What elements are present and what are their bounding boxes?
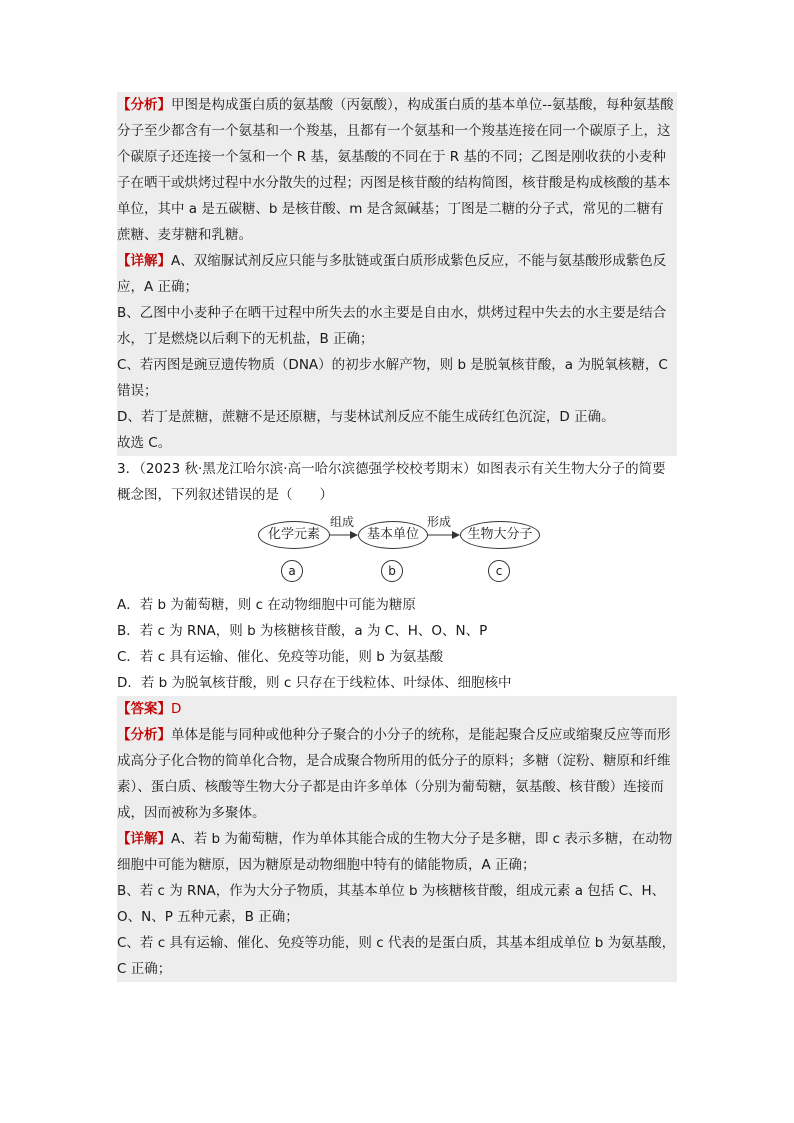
analysis-text: 甲图是构成蛋白质的氨基酸（丙氨酸），构成蛋白质的基本单位--氨基酸，每种氨基酸分子至少都含有一个氨基和一个羧基，且都有一个氨基和一个羧基连接在同一个碳原子上，这个碳原子还连接一个氢和一个 R 基，氨基酸的不同在于 R 基的不同；乙图是刚收获的小麦种子在晒干或烘烤过程中水分散失的过程；丙图是核苷酸的结构简图，核苷酸是构成核酸的基本单位，其中 a 是五碳糖、b 是核苷酸、m 是含氮碱基；丁图是二糖的分子式，常见的二糖有蔗糖、麦芽糖和乳糖。 (117, 97, 674, 243)
analysis-label-3: 【分析】 (117, 727, 171, 743)
option-d: D．若 b 为脱氧核苷酸，则 c 只存在于线粒体、叶绿体、细胞核中 (117, 675, 512, 691)
answer-block (117, 696, 677, 722)
analysis-label: 【分析】 (117, 97, 171, 113)
option-b: B．若 c 为 RNA，则 b 为核糖核苷酸，a 为 C、H、O、N、P (117, 623, 488, 639)
circle-label-a: a (281, 560, 303, 582)
concept-diagram (117, 512, 677, 590)
analysis-paragraph-3 (117, 722, 677, 826)
circle-label-b: b (381, 560, 403, 582)
node-macromolecule: 生物大分子 (460, 521, 540, 549)
detail3-paragraph-a (117, 826, 677, 878)
edge-label-compose: 组成 (330, 515, 355, 529)
analysis-text-3: 单体是能与同种或他种分子聚合的小分子的统称，是能起聚合反应或缩聚反应等而形成高分子化合物的简单化合物，是合成聚合物所用的低分子的原料；多糖（淀粉、糖原和纤维素）、蛋白质、核酸等生物大分子都是由许多单体（分别为葡萄糖，氨基酸、核苷酸）连接而成，因而被称为多聚体。 (117, 727, 671, 821)
answer-value: D (171, 701, 182, 717)
node-basic-unit: 基本单位 (358, 521, 428, 549)
detail3-label: 【详解】 (117, 831, 171, 847)
question-stem: 3．（2023 秋·黑龙江哈尔滨·高一哈尔滨德强学校校考期末）如图表示有关生物大分子的简要概念图，下列叙述错误的是（ ） (117, 461, 666, 503)
detail-paragraph-c: C、若丙图是豌豆遗传物质（DNA）的初步水解产物，则 b 是脱氧核苷酸，a 为脱氧核糖，C 错误； (117, 357, 668, 399)
detail-block-1 (117, 248, 677, 456)
detail3-text-a: A、若 b 为葡萄糖，作为单体其能合成的生物大分子是多糖，即 c 表示多糖，在动物细胞中可能为糖原，因为糖原是动物细胞中特有的储能物质，A 正确； (117, 831, 673, 873)
node-chemical-elements: 化学元素 (258, 521, 330, 549)
conclusion: 故选 C。 (117, 435, 172, 451)
answer-line (117, 696, 677, 722)
analysis-block-1 (117, 92, 677, 248)
answer-label: 【答案】 (117, 701, 171, 717)
detail-label: 【详解】 (117, 253, 171, 269)
edge-label-form: 形成 (427, 515, 452, 529)
page-content (117, 92, 677, 982)
detail-text-a: A、双缩脲试剂反应只能与多肽链或蛋白质形成紫色反应，不能与氨基酸形成紫色反应，A 正确； (117, 253, 667, 295)
analysis-paragraph (117, 92, 677, 248)
detail-paragraph-d: D、若丁是蔗糖，蔗糖不是还原糖，与斐林试剂反应不能生成砖红色沉淀，D 正确。 (117, 409, 615, 425)
detail-block-3 (117, 826, 677, 982)
option-a: A．若 b 为葡萄糖，则 c 在动物细胞中可能为糖原 (117, 597, 416, 613)
detail3-paragraph-b: B、若 c 为 RNA，作为大分子物质，其基本单位 b 为核糖核苷酸，组成元素 a 包括 C、H、O、N、P 五种元素，B 正确； (117, 883, 666, 925)
analysis-block-3 (117, 722, 677, 826)
circle-label-c: c (488, 560, 510, 582)
option-c: C．若 c 具有运输、催化、免疫等功能，则 b 为氨基酸 (117, 649, 444, 665)
detail3-paragraph-c: C、若 c 具有运输、催化、免疫等功能，则 c 代表的是蛋白质，其基本组成单位 b 为氨基酸，C 正确； (117, 935, 676, 977)
detail-paragraph-a (117, 248, 677, 300)
detail-paragraph-b: B、乙图中小麦种子在晒干过程中所失去的水主要是自由水，烘烤过程中失去的水主要是结合水，丁是燃烧以后剩下的无机盐，B 正确； (117, 305, 667, 347)
